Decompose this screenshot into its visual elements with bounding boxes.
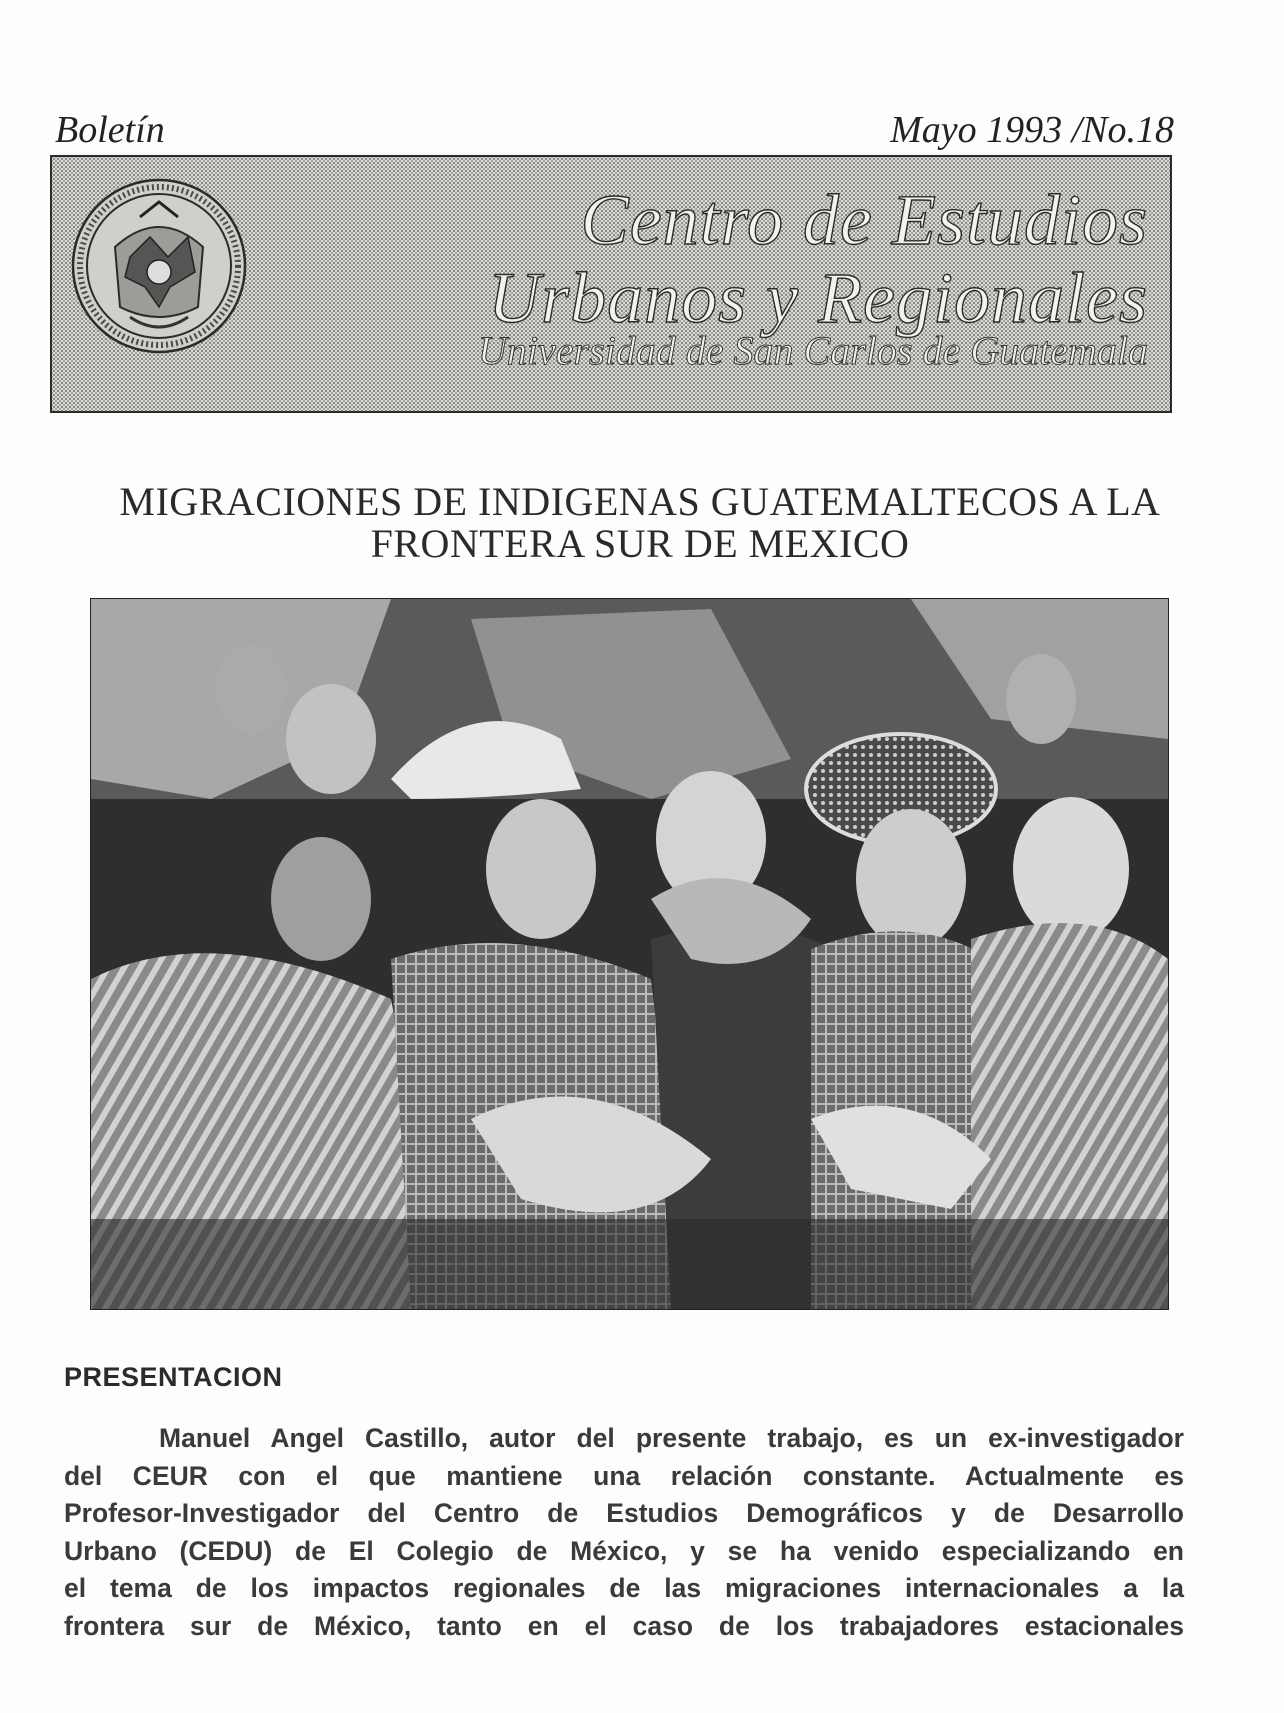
masthead-title-line1: Centro de Estudios <box>580 180 1148 260</box>
article-title-line1: MIGRACIONES DE INDIGENAS GUATEMALTECOS A LA <box>119 479 1161 524</box>
section-heading: PRESENTACION <box>64 1362 283 1392</box>
paragraph-line: del CEUR con el que mantiene una relación constante. Actualmente es <box>64 1460 1184 1491</box>
paragraph-line: Profesor-Investigador del Centro de Estudios Demográficos y de Desarrollo <box>64 1498 1184 1528</box>
masthead <box>50 155 1172 413</box>
article-title-line2: FRONTERA SUR DE MEXICO <box>370 521 910 566</box>
paragraph-line: frontera sur de México, tanto en el caso de los trabajadores estacionales <box>64 1610 1184 1641</box>
paragraph-line: el tema de los impactos regionales de las migraciones internacionales a la <box>64 1573 1184 1603</box>
paragraph-line: Urbano (CEDU) de El Colegio de México, y se ha venido especializando en <box>64 1535 1184 1566</box>
bulletin-label: Boletín <box>55 109 165 151</box>
masthead-title-line2: Urbanos y Regionales <box>488 258 1148 338</box>
photograph-crowd-icon <box>90 598 1169 1310</box>
presentation-paragraph <box>64 1420 1184 1645</box>
issue-date: Mayo 1993 /No.18 <box>890 109 1174 151</box>
masthead-subtitle: Universidad de San Carlos de Guatemala <box>478 328 1148 373</box>
paragraph-line: Manuel Angel Castillo, autor del presente trabajo, es un ex-investigador <box>159 1423 1184 1453</box>
university-seal-icon <box>70 177 248 355</box>
